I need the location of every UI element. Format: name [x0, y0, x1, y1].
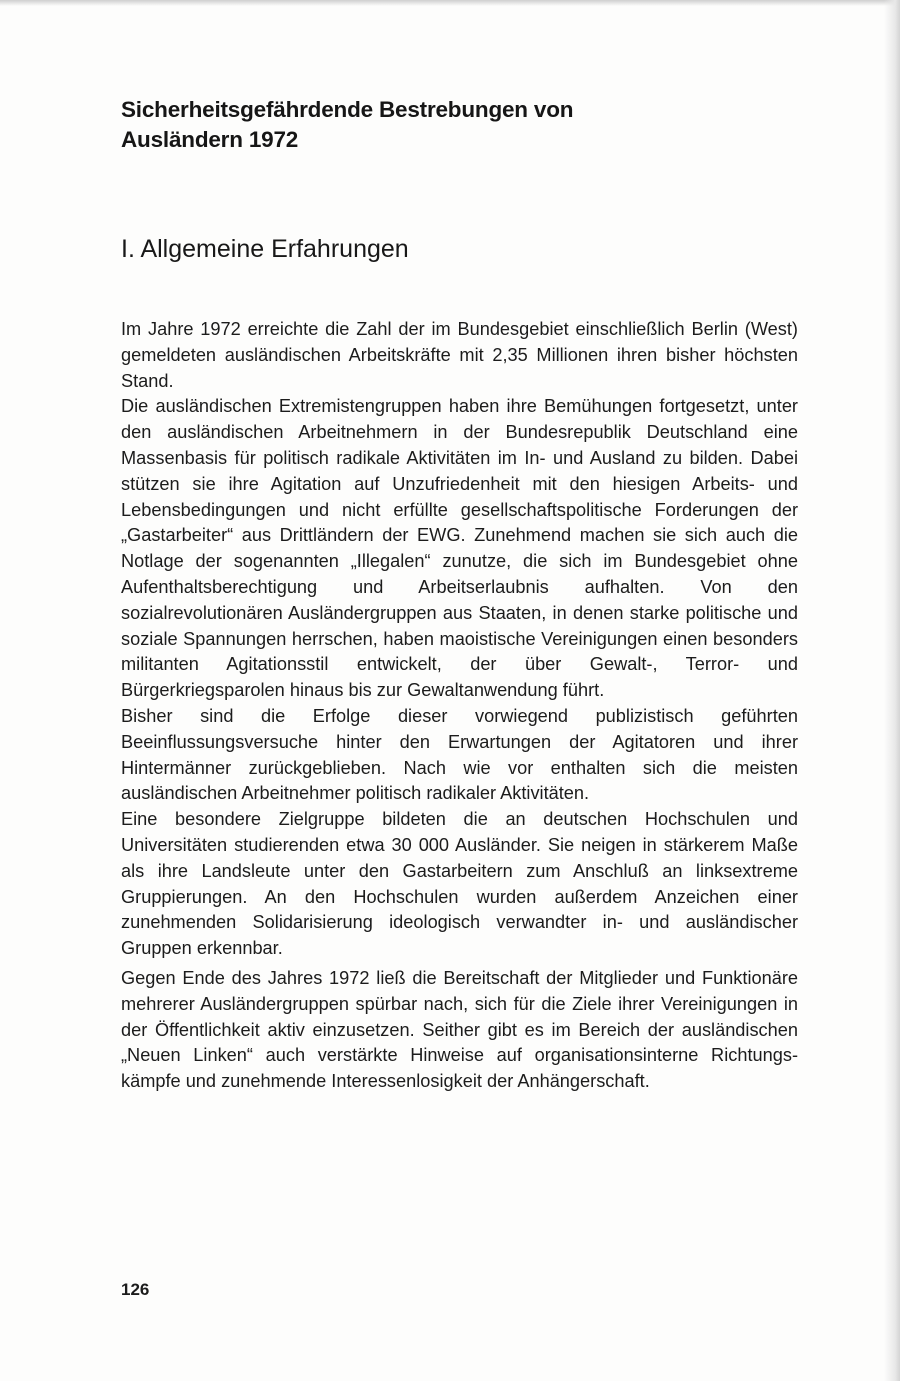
page-number: 126: [121, 1280, 150, 1299]
page-top-edge-shadow: [0, 0, 900, 6]
chapter-title-line-2: Ausländern 1972: [121, 127, 299, 152]
section-heading: I. Allgemeine Erfahrungen: [121, 235, 409, 263]
paragraph-2: Die ausländischen Extremistengruppen haben ihre Bemühungen fortgesetzt, unter den ausländischen Arbeitnehmern in der Bundesrepublik Deutschland eine Massenbasis für politisch radikale Aktivitäten im In- und Ausland zu bilden. Dabei stützen sie ihre Agitation auf Unzufriedenheit mit den hiesigen Arbeits- und Lebensbedingungen und nicht erfüllte gesellschaftspolitische Forderungen der „Gastarbeiter“ aus Drittländern der EWG. Zunehmend machen sie sich auch die Notlage der sogenannten „Illegalen“ zunutze, die sich im Bundesgebiet ohne Aufenthaltsberechtigung und Arbeitserlaubnis aufhalten. Von den sozialrevolutionären Ausländergruppen aus Staaten, in denen starke politische und soziale Spannungen herrschen, haben maoistische Vereinigungen einen besonders militanten Agitationsstil entwickelt, der über Gewalt-, Terror- und Bürgerkriegsparolen hinaus bis zur Gewaltanwendung führt.: [121, 396, 798, 701]
chapter-title-line-1: Sicherheitsgefährdende Bestrebungen von: [121, 97, 574, 122]
chapter-title: [121, 95, 761, 155]
paragraph-3: Bisher sind die Erfolge dieser vorwiegend publizistisch geführten Beeinflussungsversuche hinter den Erwartungen der Agitatoren und ihrer Hintermänner zurückgeblieben. Nach wie vor enthalten sich die meisten ausländischen Arbeitnehmer politisch radikaler Aktivitäten.: [121, 705, 798, 804]
page-right-edge-shadow: [884, 0, 900, 1381]
paragraph-1: Im Jahre 1972 erreichte die Zahl der im Bundesgebiet einschließlich Berlin (West) gemeldeten ausländischen Arbeitskräfte mit 2,35 Millionen ihren bisher höchsten Stand.: [121, 319, 798, 391]
paragraph-5: Gegen Ende des Jahres 1972 ließ die Bereitschaft der Mitglieder und Funktionäre mehrerer Ausländergruppen spürbar nach, sich für die Ziele ihrer Vereinigungen in der Öffentlichkeit aktiv einzusetzen. Seither gibt es im Bereich der ausländischen „Neuen Linken“ auch verstärkte Hinweise auf organisationsinterne Richtungskämpfe und zunehmende Interessenlosigkeit der Anhängerschaft.: [121, 967, 798, 1092]
body-text: [121, 317, 798, 1095]
paragraph-4: Eine besondere Zielgruppe bildeten die an deutschen Hochschulen und Universitäten studierenden etwa 30 000 Ausländer. Sie neigen in stärkerem Maße als ihre Landsleute unter den Gastarbeitern zum Anschluß an linksextreme Gruppierungen. An den Hochschulen wurden außerdem Anzeichen einer zunehmenden Solidarisierung ideologisch verwandter in- und ausländischer Gruppen erkennbar.: [121, 809, 798, 959]
